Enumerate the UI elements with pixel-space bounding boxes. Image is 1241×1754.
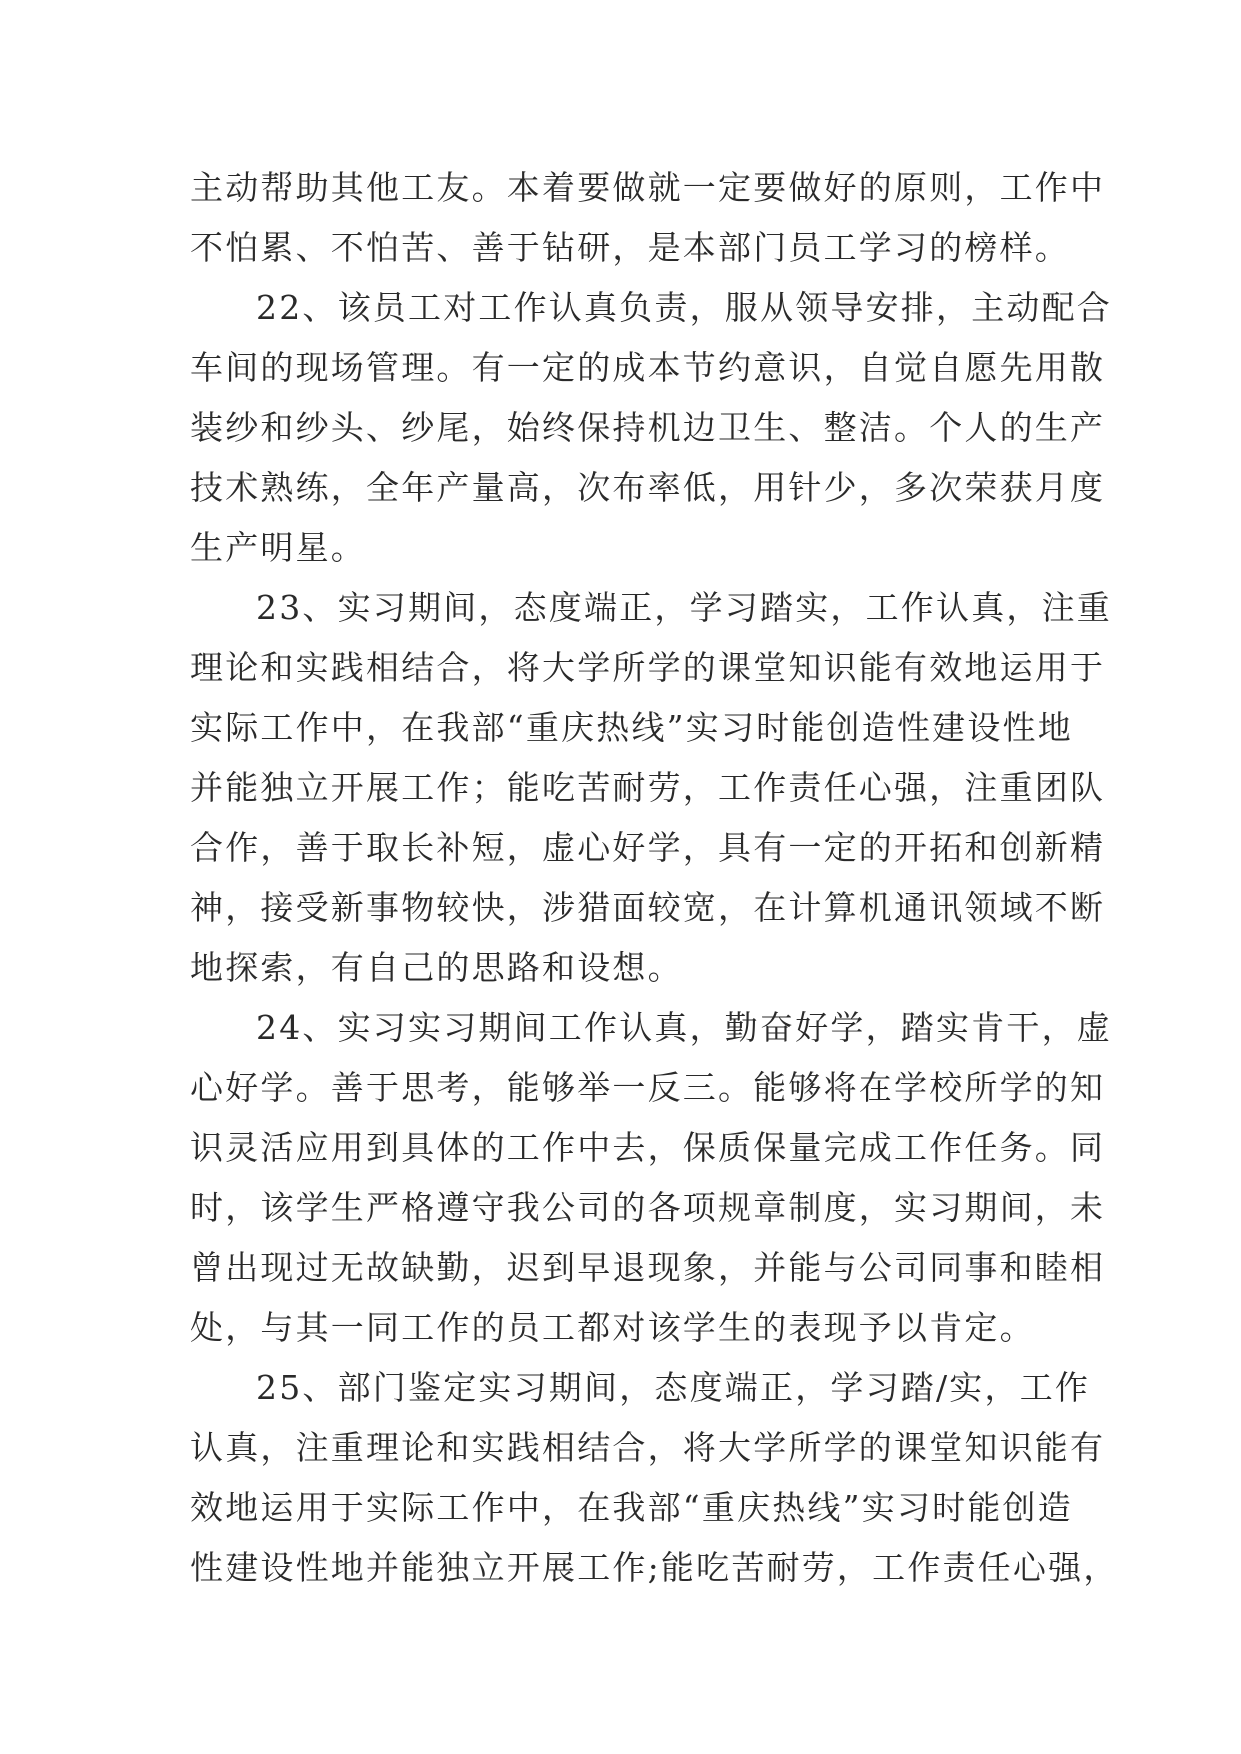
text-line: 实际工作中，在我部“重庆热线”实习时能创造性建设性地 <box>190 708 1073 747</box>
paragraph-23-start: 23、实习期间，态度端正，学习踏实，工作认真，注重 <box>256 588 1112 627</box>
text-line: 性建设性地并能独立开展工作;能吃苦耐劳，工作责任心强， <box>190 1548 1119 1587</box>
document-body <box>190 158 1119 1598</box>
text-line: 理论和实践相结合，将大学所学的课堂知识能有效地运用于 <box>190 648 1106 687</box>
text-line: 不怕累、不怕苦、善于钻研，是本部门员工学习的榜样。 <box>190 228 1070 267</box>
text-line: 效地运用于实际工作中，在我部“重庆热线”实习时能创造 <box>190 1488 1073 1527</box>
text-line: 认真，注重理论和实践相结合，将大学所学的课堂知识能有 <box>190 1428 1106 1467</box>
paragraph-25-start: 25、部门鉴定实习期间，态度端正，学习踏/实，工作 <box>256 1368 1091 1407</box>
text-line: 生产明星。 <box>190 528 366 567</box>
text-line: 时，该学生严格遵守我公司的各项规章制度，实习期间，未 <box>190 1188 1106 1227</box>
text-line: 装纱和纱头、纱尾，始终保持机边卫生、整洁。个人的生产 <box>190 408 1106 447</box>
paragraph-22-start: 22、该员工对工作认真负责，服从领导安排，主动配合 <box>256 288 1112 327</box>
text-line: 地探索，有自己的思路和设想。 <box>190 948 683 987</box>
paragraph-24-start: 24、实习实习期间工作认真，勤奋好学，踏实肯干，虚 <box>256 1008 1112 1047</box>
text-line: 心好学。善于思考，能够举一反三。能够将在学校所学的知 <box>190 1068 1106 1107</box>
text-line: 合作，善于取长补短，虚心好学，具有一定的开拓和创新精 <box>190 828 1106 867</box>
text-line: 车间的现场管理。有一定的成本节约意识，自觉自愿先用散 <box>190 348 1106 387</box>
text-line: 处，与其一同工作的员工都对该学生的表现予以肯定。 <box>190 1308 1035 1347</box>
text-line: 技术熟练，全年产量高，次布率低，用针少，多次荣获月度 <box>190 468 1106 507</box>
text-line: 并能独立开展工作；能吃苦耐劳，工作责任心强，注重团队 <box>190 768 1106 807</box>
text-line: 神，接受新事物较快，涉猎面较宽，在计算机通讯领域不断 <box>190 888 1106 927</box>
text-line: 主动帮助其他工友。本着要做就一定要做好的原则，工作中 <box>190 168 1106 207</box>
text-line: 识灵活应用到具体的工作中去，保质保量完成工作任务。同 <box>190 1128 1106 1167</box>
text-line: 曾出现过无故缺勤，迟到早退现象，并能与公司同事和睦相 <box>190 1248 1106 1287</box>
